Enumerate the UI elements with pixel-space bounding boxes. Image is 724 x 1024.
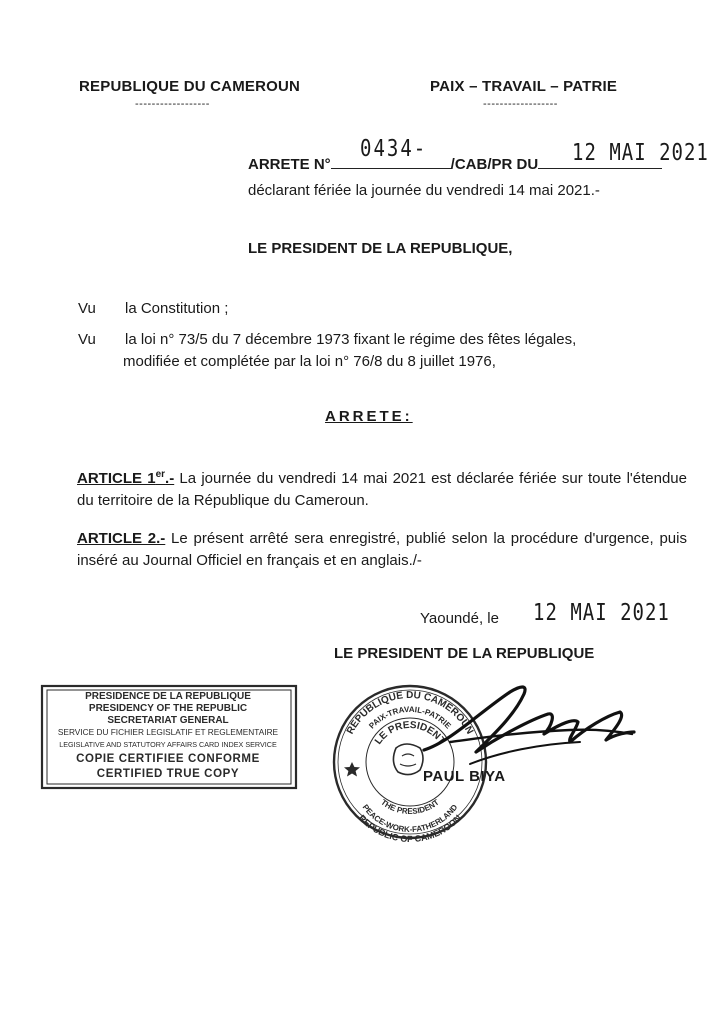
article-1-label: ARTICLE 1er.- [77,469,175,487]
handwritten-signature-date: 12 MAI 2021 [533,599,670,627]
article-2-label: ARTICLE 2.- [77,530,166,547]
seal-inner-bottom: THE PRESIDENT [379,797,441,817]
arrete-number-label: ARRETE N° [248,156,331,173]
seal-outer-bottom-2: REPUBLIC OF CAMEROON [356,812,464,842]
article-2 [77,528,687,572]
stamp-line-1: PRESIDENCE DE LA REPUBLIQUE [85,691,251,702]
seal-outer-top: REPUBLIQUE DU CAMEROUN [344,689,476,737]
stamp-line-4: SERVICE DU FICHIER LEGISLATIF ET REGLEMENTAIRE [57,727,279,737]
seal-outer-bottom: PEACE-WORK-FATHERLAND [360,802,460,835]
arrete-number-blank [331,167,451,169]
article-1 [77,464,687,512]
handwritten-signature [410,672,640,782]
handwritten-arrete-number: 0434- [360,135,428,163]
handwritten-arrete-date: 12 MAI 2021 [572,139,709,167]
certified-copy-stamp [40,684,300,792]
national-motto: PAIX – TRAVAIL – PATRIE [430,78,618,95]
arrete-subtitle: déclarant fériée la journée du vendredi 14 mai 2021.- [248,182,600,199]
signatory-name: PAUL BIYA [423,768,506,785]
stamp-line-6: COPIE CERTIFIEE CONFORME [76,753,260,765]
stamp-line-5: LEGISLATIVE AND STATUTORY AFFAIRS CARD INDEX SERVICE [59,740,277,749]
arrete-date-blank [538,167,662,169]
country-name: REPUBLIQUE DU CAMEROUN [79,78,301,95]
seal-star-icon [344,762,360,777]
arrete-heading: ARRETE: [325,408,413,425]
country-name-underline: ------------------ [135,98,210,110]
stamp-line-7: CERTIFIED TRUE COPY [96,768,240,780]
seal-center-top: LE PRESIDENT [372,719,448,747]
vu-text-1: la Constitution ; [125,300,229,317]
vu-label-1: Vu [78,300,96,317]
vu-text-2-continuation: modifiée et complétée par la loi n° 76/8 du 8 juillet 1976, [123,353,496,370]
stamp-line-2: PRESIDENCY OF THE REPUBLIC [88,703,248,714]
stamp-line-3: SECRETARIAT GENERAL [107,715,229,726]
president-heading: LE PRESIDENT DE LA REPUBLIQUE, [248,240,513,257]
signature-title: LE PRESIDENT DE LA REPUBLIQUE [334,645,595,662]
national-motto-underline: ------------------ [483,98,558,110]
cab-label: /CAB/PR DU [450,156,539,173]
article-2-text: Le présent arrêté sera enregistré, publié selon la procédure d'urgence, puis inséré au Journal Officiel en français et en anglais./- [77,530,687,569]
article-1-text: La journée du vendredi 14 mai 2021 est déclarée fériée sur toute l'étendue du territoire de la République du Cameroun. [77,470,687,509]
vu-text-2: la loi n° 73/5 du 7 décembre 1973 fixant le régime des fêtes légales, [125,331,577,348]
signature-place: Yaoundé, le [420,610,499,627]
vu-label-2: Vu [78,331,96,348]
seal-inner-top: PAIX-TRAVAIL-PATRIE [367,704,453,731]
